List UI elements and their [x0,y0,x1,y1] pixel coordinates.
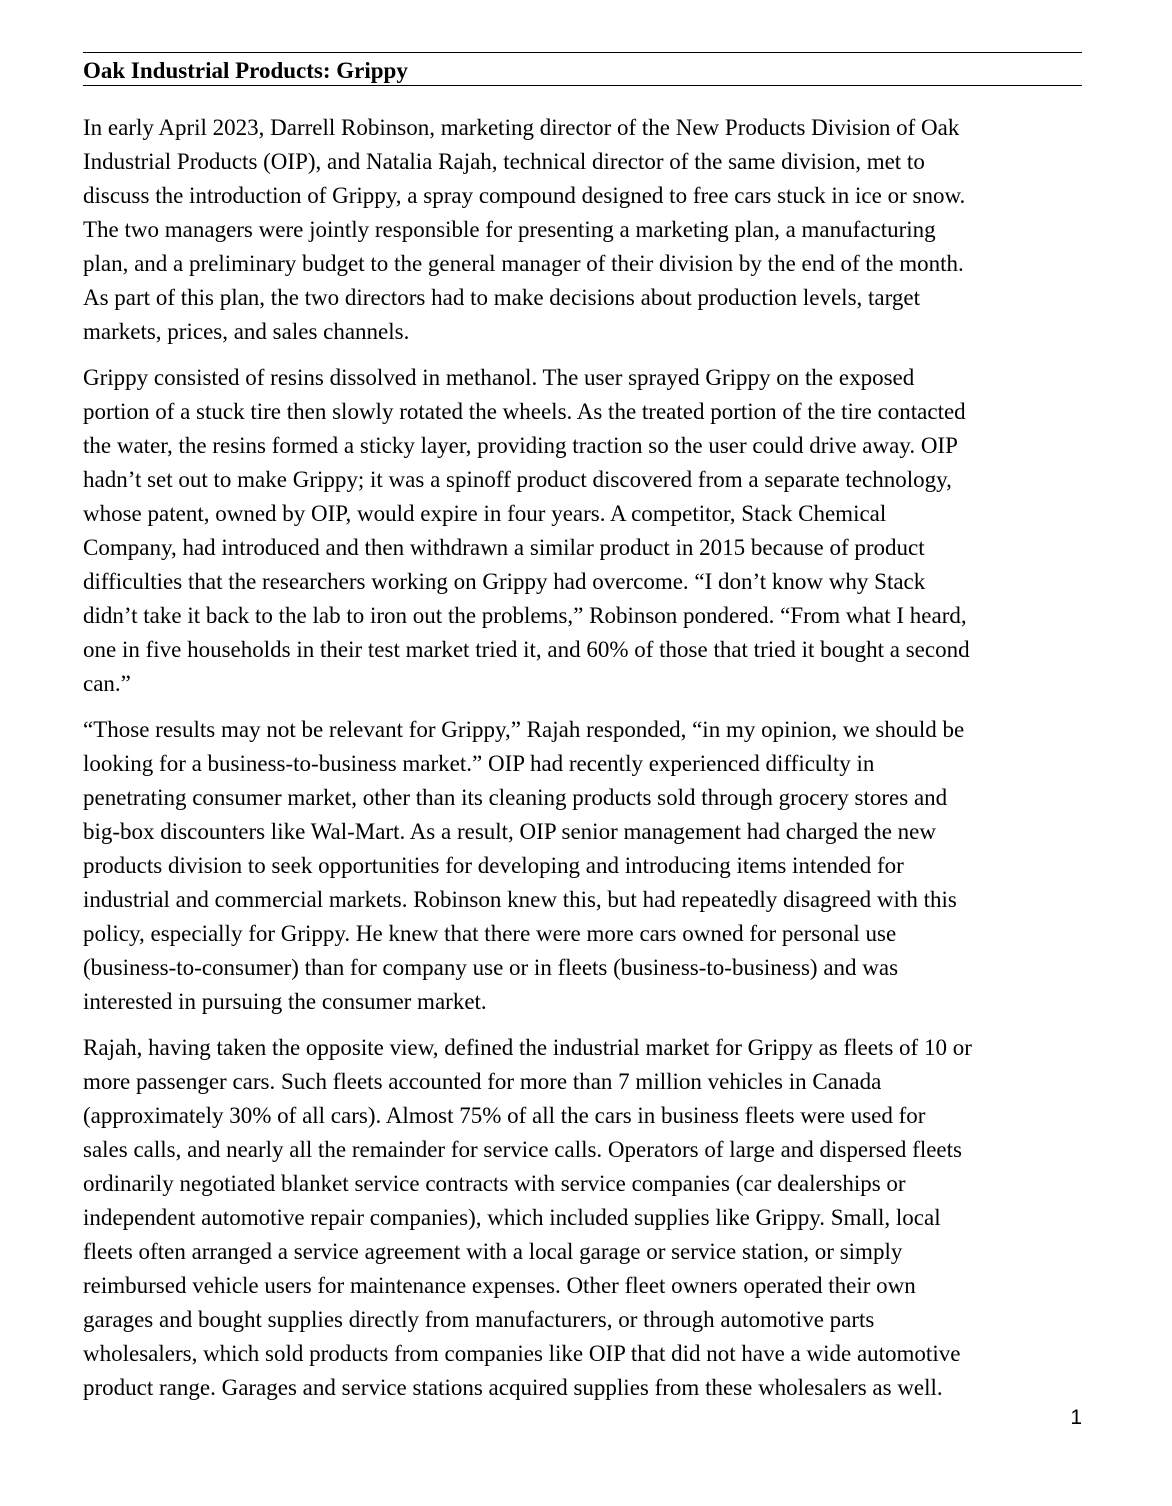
text-line: product range. Garages and service stations acquired supplies from these wholesalers as well. [83,1375,943,1400]
document-title: Oak Industrial Products: Grippy [83,58,408,83]
paragraph-3 [83,713,1082,1019]
text-line: (business-to-consumer) than for company use or in fleets (business-to-business) and was [83,955,899,980]
text-line: industrial and commercial markets. Robinson knew this, but had repeatedly disagreed with this [83,887,957,912]
text-line: ordinarily negotiated blanket service contracts with service companies (car dealerships or [83,1171,906,1196]
text-line: interested in pursuing the consumer market. [83,989,487,1014]
text-line: discuss the introduction of Grippy, a spray compound designed to free cars stuck in ice or snow. [83,183,966,208]
text-line: sales calls, and nearly all the remainder for service calls. Operators of large and dispersed fleets [83,1137,962,1162]
text-line: portion of a stuck tire then slowly rotated the wheels. As the treated portion of the tire contacted [83,399,966,424]
text-line: Rajah, having taken the opposite view, defined the industrial market for Grippy as fleets of 10 or [83,1035,972,1060]
text-line: more passenger cars. Such fleets accounted for more than 7 million vehicles in Canada [83,1069,882,1094]
text-line: didn’t take it back to the lab to iron out the problems,” Robinson pondered. “From what I heard, [83,603,967,628]
text-line: (approximately 30% of all cars). Almost 75% of all the cars in business fleets were used for [83,1103,926,1128]
page-number: 1 [1070,1406,1082,1429]
text-line: As part of this plan, the two directors had to make decisions about production levels, target [83,285,920,310]
text-line: independent automotive repair companies), which included supplies like Grippy. Small, local [83,1205,941,1230]
text-line: policy, especially for Grippy. He knew that there were more cars owned for personal use [83,921,897,946]
paragraph-4 [83,1031,1082,1405]
paragraph-2 [83,361,1082,701]
paragraph-1 [83,111,1082,349]
text-line: penetrating consumer market, other than its cleaning products sold through grocery stores and [83,785,948,810]
text-line: In early April 2023, Darrell Robinson, marketing director of the New Products Division of Oak [83,115,960,140]
text-line: Grippy consisted of resins dissolved in methanol. The user sprayed Grippy on the exposed [83,365,915,390]
text-line: hadn’t set out to make Grippy; it was a spinoff product discovered from a separate technology, [83,467,952,492]
text-line: “Those results may not be relevant for Grippy,” Rajah responded, “in my opinion, we should be [83,717,965,742]
text-line: markets, prices, and sales channels. [83,319,410,344]
text-line: the water, the resins formed a sticky layer, providing traction so the user could drive away. OIP [83,433,958,458]
text-line: The two managers were jointly responsible for presenting a marketing plan, a manufacturing [83,217,936,242]
text-line: difficulties that the researchers working on Grippy had overcome. “I don’t know why Stack [83,569,926,594]
text-line: can.” [83,671,131,696]
text-line: whose patent, owned by OIP, would expire in four years. A competitor, Stack Chemical [83,501,887,526]
document-body [83,111,1082,1417]
text-line: plan, and a preliminary budget to the general manager of their division by the end of the month. [83,251,964,276]
text-line: Company, had introduced and then withdrawn a similar product in 2015 because of product [83,535,925,560]
text-line: fleets often arranged a service agreement with a local garage or service station, or simply [83,1239,903,1264]
text-line: big-box discounters like Wal-Mart. As a result, OIP senior management had charged the new [83,819,936,844]
text-line: Industrial Products (OIP), and Natalia Rajah, technical director of the same division, met to [83,149,925,174]
text-line: reimbursed vehicle users for maintenance expenses. Other fleet owners operated their own [83,1273,916,1298]
text-line: wholesalers, which sold products from companies like OIP that did not have a wide automotive [83,1341,961,1366]
title-rule-box [83,52,1082,86]
text-line: looking for a business-to-business market.” OIP had recently experienced difficulty in [83,751,875,776]
text-line: garages and bought supplies directly from manufacturers, or through automotive parts [83,1307,875,1332]
text-line: one in five households in their test market tried it, and 60% of those that tried it bought a second [83,637,970,662]
text-line: products division to seek opportunities for developing and introducing items intended for [83,853,904,878]
